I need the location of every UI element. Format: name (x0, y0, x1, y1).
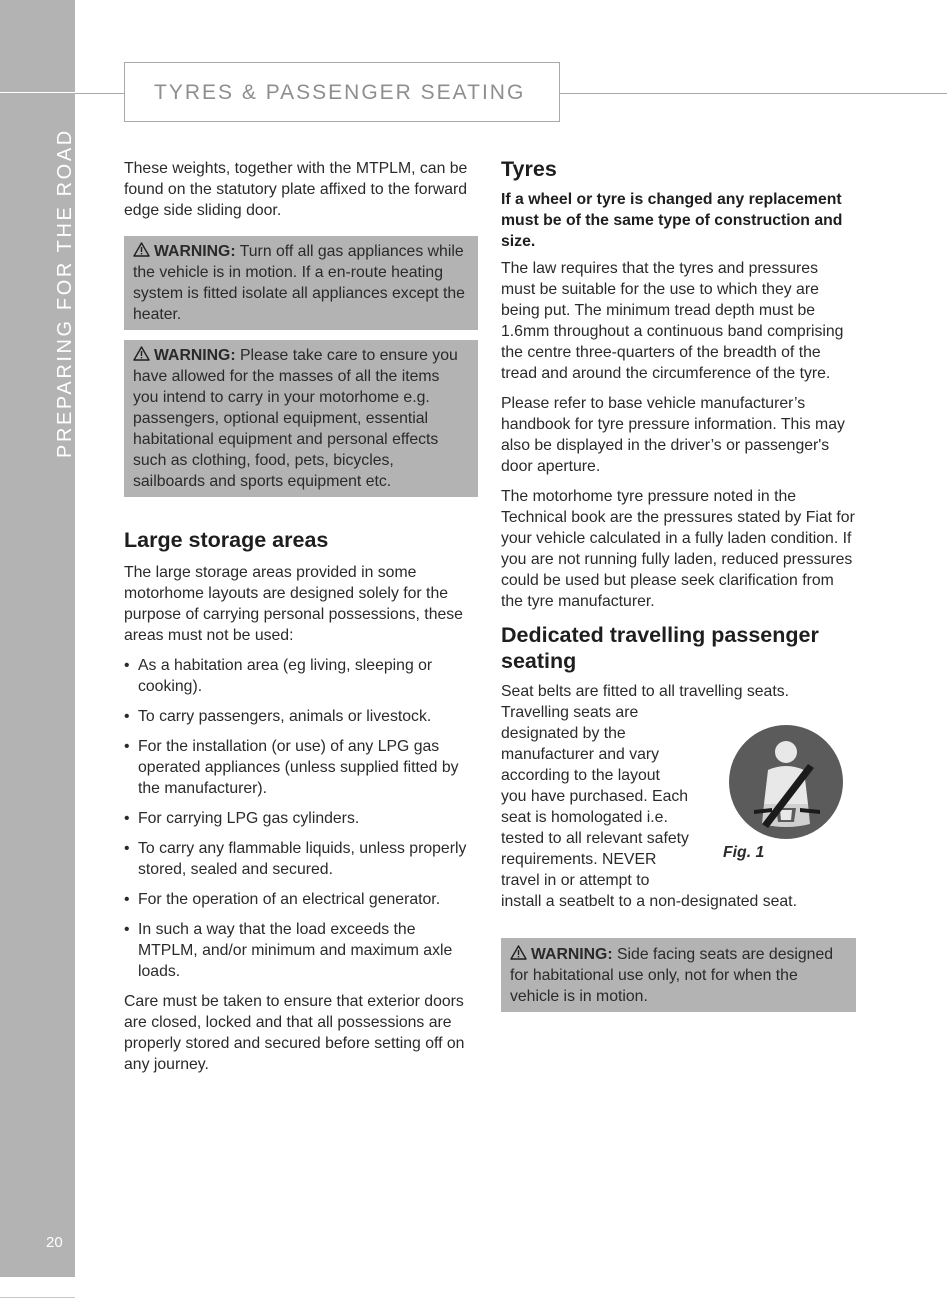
page-number: 20 (46, 1234, 63, 1251)
warning-box-side-seats (501, 938, 856, 1012)
list-item: • For the operation of an electrical generator. (124, 891, 441, 908)
seating-line: Seat belts are fitted to all travelling seats. (501, 683, 790, 700)
warning-box-masses (124, 340, 478, 497)
seating-section (501, 681, 856, 912)
warning-text: Side facing seats are designed for habitational use only, not for when the vehicle is in motion. (510, 946, 834, 1005)
seating-line: seat is homologated i.e. (501, 809, 668, 826)
warning-text: Please take care to ensure you have allowed for the masses of all the items you intend to carry in your motorhome e.g. passengers, optional equipment, essential habitational equipment and personal effects such as clothing, food, pets, bicycles, sailboards and sports equipment etc. (133, 347, 458, 490)
warning-text: Turn off all gas appliances while the vehicle is in motion. If a en-route heating system is fitted isolate all appliances except the heater. (133, 243, 465, 323)
list-item: • As a habitation area (eg living, sleeping or cooking). (124, 657, 433, 695)
sidebar-divider (0, 92, 75, 93)
seating-line: manufacturer and vary (501, 746, 660, 763)
bottom-divider (0, 1297, 75, 1298)
seating-line: designated by the (501, 725, 626, 742)
warning-triangle-icon (510, 945, 527, 960)
tyres-heading: Tyres (501, 157, 557, 181)
warning-box-gas (124, 236, 478, 330)
list-item: • For the installation (or use) of any LPG gas operated appliances (unless supplied fitted by the manufacturer). (124, 738, 459, 797)
section-title: PREPARING FOR THE ROAD (54, 128, 76, 458)
list-item: • For carrying LPG gas cylinders. (124, 810, 360, 827)
seating-line: according to the layout (501, 767, 660, 784)
left-column (124, 158, 478, 1075)
warning-triangle-icon (133, 242, 150, 257)
storage-restrictions-list (124, 655, 478, 982)
list-item: • In such a way that the load exceeds the MTPLM, and/or minimum and maximum axle loads. (124, 921, 453, 980)
right-column (501, 156, 856, 1012)
storage-intro: The large storage areas provided in some motorhome layouts are designed solely for the purpose of carrying personal possessions, these areas must not be used: (124, 564, 463, 644)
seating-line: Travelling seats are (501, 704, 639, 721)
seating-heading: Dedicated travelling passenger seating (501, 623, 819, 673)
figure-caption: Fig. 1 (723, 844, 765, 861)
storage-heading: Large storage areas (124, 528, 329, 552)
warning-label: WARNING: (154, 347, 236, 364)
header-box (124, 62, 560, 122)
list-item: • To carry any flammable liquids, unless properly stored, sealed and secured. (124, 840, 467, 878)
tyres-paragraph-handbook: Please refer to base vehicle manufacturer’s handbook for tyre pressure information. This may also be displayed in the driver’s or passenger's door aperture. (501, 395, 845, 475)
seating-line: requirements. NEVER (501, 851, 657, 868)
seating-line: travel in or attempt to (501, 872, 650, 889)
tyres-paragraph-law: The law requires that the tyres and pressures must be suitable for the use to which they are being put. The minimum tread depth must be 1.6mm throughout a continuous band comprising the centre three-quarters of the breadth of the tread and around the circumference of the tyre. (501, 260, 844, 382)
sidebar (0, 0, 75, 1277)
warning-label: WARNING: (531, 946, 613, 963)
tyres-paragraph-pressure: The motorhome tyre pressure noted in the Technical book are the pressures stated by Fiat for your vehicle calculated in a fully laden condition. If you are not running fully laden, reduced pressures could be used but please seek clarification from the tyre manufacturer. (501, 488, 855, 610)
intro-paragraph: These weights, together with the MTPLM, can be found on the statutory plate affixed to the forward edge side sliding door. (124, 160, 468, 219)
seatbelt-icon (728, 724, 844, 840)
page-title: TYRES & PASSENGER SEATING (154, 81, 526, 104)
warning-label: WARNING: (154, 243, 236, 260)
tyres-subheading: If a wheel or tyre is changed any replacement must be of the same type of construction and size. (501, 191, 843, 250)
list-item: • To carry passengers, animals or livestock. (124, 708, 432, 725)
seating-line: tested to all relevant safety (501, 830, 689, 847)
warning-triangle-icon (133, 346, 150, 361)
closing-paragraph: Care must be taken to ensure that exterior doors are closed, locked and that all possessions are properly stored and secured before setting off on any journey. (124, 993, 465, 1073)
seating-line: install a seatbelt to a non-designated seat. (501, 893, 797, 910)
seating-line: you have purchased. Each (501, 788, 689, 805)
